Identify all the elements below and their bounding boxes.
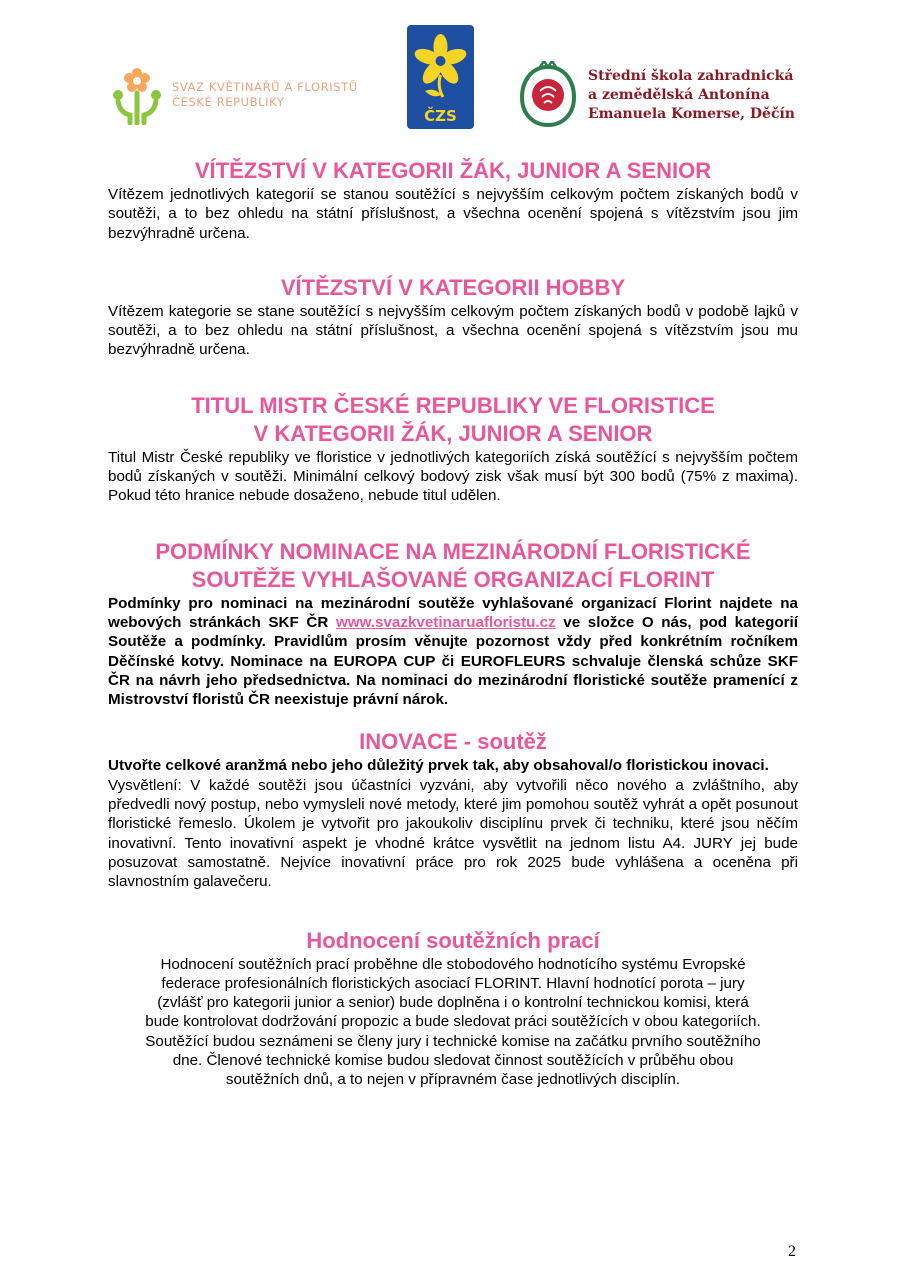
section-hodnoceni	[108, 927, 798, 1090]
section-title: VÍTĚZSTVÍ V KATEGORII HOBBY	[280, 274, 626, 300]
body-line: Soutěžící budou seznámeni se členy jury i technické komise na začátku prvního soutěžního	[145, 1032, 761, 1050]
page-number: 2	[788, 1243, 796, 1260]
section-body: Vysvětlení: V každé soutěži jsou účastníci vyzváni, aby vytvořili něco nového a zvláštního, aby předvedli nový postup, nebo vymysleli nové metody, které jim pomohou soutěž vyhrát a opět posunout floristické řemeslo. Úkolem je vytvořit pro jakoukoliv disciplínu prvek či techniku, které jsou něčím inovativní. Tento inovativní aspekt je vhodné krátce vysvětlit na jednom listu A4. JURY jej bude posuzovat samostatně. Nejvíce inovativní práce pro rok 2025 bude vyhlášena a oceněna při slavnostním galavečeru.	[108, 776, 798, 891]
body-line: dne. Členové technické komise budou sledovat činnost soutěžících v průběhu obou	[172, 1052, 734, 1070]
logo-right-line1: Střední škola zahradnická	[588, 67, 794, 84]
section-body: Vítězem jednotlivých kategorií se stanou soutěžící s nejvyšším celkovým počtem získaných bodů v soutěži, a to bez ohledu na státní příslušnost, a všechna ocenění spojená s vítězstvím jsou jim bezvýhradně určena.	[108, 186, 798, 242]
section-title-line1: PODMÍNKY NOMINACE NA MEZINÁRODNÍ FLORISTICKÉ	[155, 538, 751, 564]
section-title-line2: SOUTĚŽE VYHLAŠOVANÉ ORGANIZACÍ FLORINT	[191, 566, 715, 592]
section-title: Hodnocení soutěžních prací	[306, 927, 600, 953]
body-line: federace profesionálních floristických asociací FLORINT. Hlavní hodnotící porota – jury	[161, 974, 745, 992]
logo-skola-decin	[518, 60, 808, 130]
section-body: Titul Mistr České republiky ve floristice v jednotlivých kategoriích získá soutěžící s nejvyšším počtem bodů získaných v soutěži. Minimální celkový bodový zisk však musí být 300 bodů (75% z maxima). Pokud této hranice nebude dosaženo, nebude titul udělen.	[108, 448, 798, 505]
body-line: (zvlášť pro kategorii junior a senior) bude doplněna i o kontrolní technickou komisi, která	[157, 994, 749, 1012]
document-body	[108, 157, 798, 1090]
czs-logo-text: ČZS	[424, 107, 457, 125]
czs-logo	[407, 25, 474, 129]
section-nominace-florint	[108, 538, 798, 710]
section-title: VÍTĚZSTVÍ V KATEGORII ŽÁK, JUNIOR A SENIOR	[194, 158, 712, 183]
logo-right-line3: Emanuela Komerse, Děčín	[588, 105, 795, 122]
section-inovace	[108, 728, 798, 891]
section-title	[108, 392, 798, 448]
logo-right-line2: a zemědělská Antonína	[588, 86, 770, 103]
section-vitezstvi-kategorie	[108, 157, 798, 243]
flower-people-icon	[110, 65, 164, 125]
section-titul-mistr	[108, 392, 798, 506]
section-intro: Utvořte celkové aranžmá nebo jeho důležitý prvek tak, aby obsahoval/o floristickou inovaci.	[108, 757, 769, 775]
section-body	[108, 594, 798, 710]
section-body: Vítězem kategorie se stane soutěžící s nejvyšším celkovým počtem získaných bodů v podobě lajků v soutěži, a to bez ohledu na státní příslušnost, a všechna ocenění spojená s vítězstvím jsou mu bezvýhradně určena.	[108, 302, 798, 359]
logo-left-line2: ČESKÉ REPUBLIKY	[172, 95, 285, 109]
body-line: soutěžních dnů, a to nejen v přípravném čase jednotlivých disciplín.	[225, 1071, 681, 1089]
logo-left-line1: SVAZ KVĚTINÁŘŮ A FLORISTŮ	[172, 80, 358, 94]
section-title: INOVACE - soutěž	[359, 729, 547, 755]
website-link[interactable]: www.svazkvetinaruafloristu.cz	[335, 613, 556, 631]
section-title-line1: TITUL MISTR ČESKÉ REPUBLIKY VE FLORISTICE	[191, 392, 715, 418]
body-text-before-link: Podmínky pro nominaci na mezinárodní soutěže vyhlašované organizací Florint najdete na webových stránkách SKF ČR	[108, 594, 798, 631]
body-line: Hodnocení soutěžních prací proběhne dle stobodového hodnotícího systému Evropské	[160, 955, 746, 973]
section-vitezstvi-hobby	[108, 274, 798, 360]
body-text-after-link: ve složce O nás, pod kategorií Soutěže a podmínky. Pravidlům prosím věnujte pozornost vždy před konkrétním ročníkem Děčínské kotvy. Nominace na EUROPA CUP či EUROFLEURS schvaluje členská schůze SKF ČR na návrh jeho předsednictva. Na nominaci do mezinárodní floristické soutěže pramenící z Mistrovství floristů ČR neexistuje právní nárok.	[108, 613, 798, 709]
section-title	[108, 538, 798, 594]
section-body	[108, 955, 798, 1090]
logo-svaz-kvetinaru	[110, 64, 360, 126]
rose-emblem-icon	[518, 61, 578, 129]
body-line: bude kontrolovat dodržování propozic a bude sledovat práci soutěžících v obou kategoriích.	[145, 1013, 761, 1031]
section-title-line2: V KATEGORII ŽÁK, JUNIOR A SENIOR	[253, 420, 653, 446]
